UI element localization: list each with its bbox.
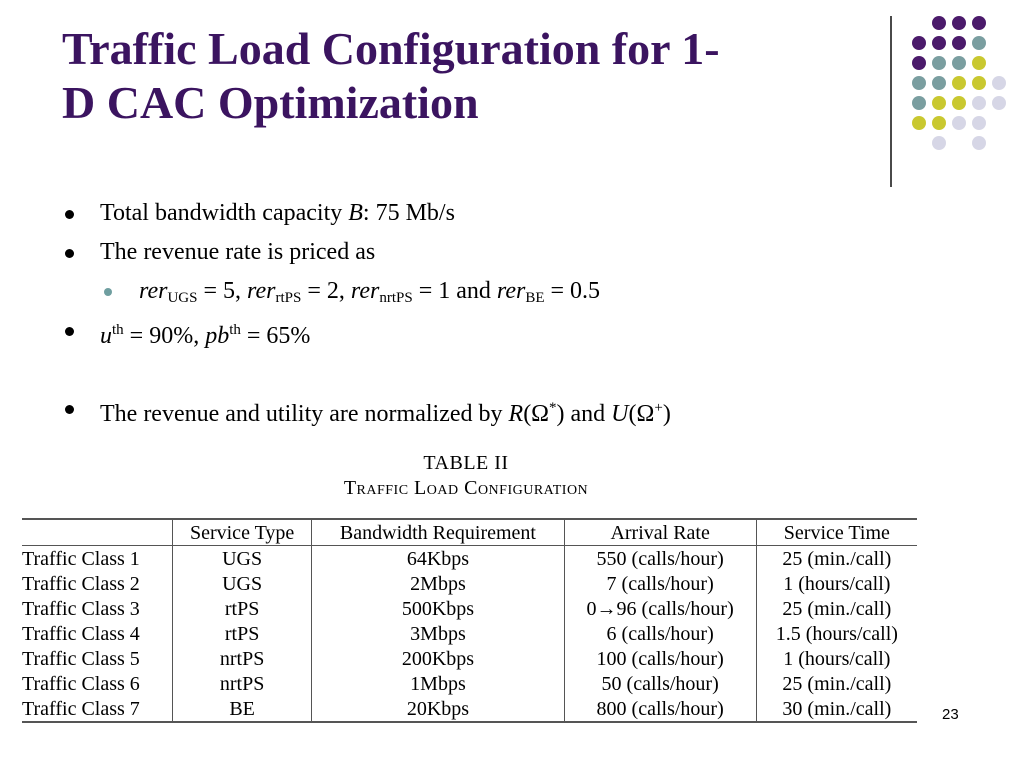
title-divider-line <box>890 16 892 187</box>
decorative-dot <box>972 96 986 110</box>
table-header-row <box>22 519 917 546</box>
decorative-dot <box>972 76 986 90</box>
math-superscript: + <box>654 400 663 416</box>
table-cell: 100 (calls/hour) <box>564 646 756 671</box>
table-cell: 20Kbps <box>312 696 564 722</box>
table-cell: 2Mbps <box>312 571 564 596</box>
table-cell: Traffic Class 6 <box>22 672 140 695</box>
table-cell: 550 (calls/hour) <box>564 546 756 572</box>
math-var: rer <box>350 278 380 304</box>
table-row <box>22 621 917 646</box>
decorative-dot <box>952 96 966 110</box>
table-cell: 0→96 (calls/hour) <box>564 596 756 621</box>
slide-title-line2: D CAC Optimization <box>62 77 479 128</box>
sub-bullet-rer-values <box>139 277 600 312</box>
math-var: rer <box>247 278 276 304</box>
table-row <box>22 646 917 671</box>
table-cell: 800 (calls/hour) <box>564 696 756 722</box>
math-text: = 5, <box>197 278 248 304</box>
math-subscript: UGS <box>167 290 198 306</box>
decorative-dot <box>992 76 1006 90</box>
bullet-marker <box>65 327 74 336</box>
bullet-text: The revenue and utility are normalized by <box>100 401 509 427</box>
table-cell: nrtPS <box>172 671 311 696</box>
table-cell: 1 (hours/call) <box>756 646 917 671</box>
slide-title <box>62 22 862 130</box>
table-row <box>22 596 917 621</box>
table-caption-title: Traffic Load Configuration <box>343 477 589 499</box>
bullet-normalization <box>100 394 671 428</box>
decorative-dot <box>932 76 946 90</box>
bullet-thresholds <box>100 316 310 350</box>
bullet-variable: B <box>348 200 363 226</box>
decorative-dot <box>972 116 986 130</box>
decorative-dot <box>972 16 986 30</box>
decorative-dot <box>972 136 986 150</box>
math-subscript: rtPS <box>275 290 302 306</box>
table-cell: 25 (min./call) <box>756 596 917 621</box>
table-cell: 30 (min./call) <box>756 696 917 722</box>
table-cell: 25 (min./call) <box>756 546 917 572</box>
bullet-revenue-rate <box>100 238 375 266</box>
table-cell: 200Kbps <box>312 646 564 671</box>
math-text: = 0.5 <box>544 278 601 304</box>
table-row <box>22 696 917 722</box>
slide-title-line1: Traffic Load Configuration for 1- <box>62 23 720 74</box>
decorative-dot <box>952 76 966 90</box>
page-number: 23 <box>942 706 959 723</box>
decorative-dot <box>932 16 946 30</box>
math-text: = 65% <box>240 323 311 349</box>
decorative-dot <box>952 116 966 130</box>
table-header-cell: Arrival Rate <box>564 519 756 546</box>
decorative-dot <box>932 136 946 150</box>
decorative-dot <box>932 116 946 130</box>
table-header-cell: Bandwidth Requirement <box>312 519 564 546</box>
math-superscript: th <box>229 322 241 338</box>
decorative-dot <box>912 76 926 90</box>
table-cell: 50 (calls/hour) <box>564 671 756 696</box>
table-cell: 64Kbps <box>312 546 564 572</box>
table-cell: Traffic Class 4 <box>22 622 140 645</box>
bullet-text: : 75 Mb/s <box>362 200 455 226</box>
table-cell: 1 (hours/call) <box>756 571 917 596</box>
decorative-dot <box>952 56 966 70</box>
decorative-dot <box>912 116 926 130</box>
math-subscript: BE <box>525 290 545 306</box>
table-cell: 1.5 (hours/call) <box>756 621 917 646</box>
math-superscript: th <box>112 322 124 338</box>
math-var: U <box>611 401 629 427</box>
math-text: (Ω <box>523 401 550 427</box>
sub-bullet-marker <box>104 288 112 296</box>
table-cell: Traffic Class 2 <box>22 572 140 595</box>
decorative-dot <box>972 56 986 70</box>
table-cell: Traffic Class 7 <box>22 697 140 720</box>
math-subscript: nrtPS <box>379 290 413 306</box>
math-text: ) <box>662 401 671 427</box>
table-cell: UGS <box>172 546 311 572</box>
math-text: (Ω <box>628 401 655 427</box>
table-cell: rtPS <box>172 621 311 646</box>
table-cell: Traffic Class 1 <box>22 547 140 570</box>
decorative-dot <box>912 96 926 110</box>
decorative-dot <box>952 36 966 50</box>
decorative-dot <box>932 96 946 110</box>
math-text: ) <box>556 401 565 427</box>
math-text: = 2, <box>301 278 351 304</box>
math-superscript: * <box>549 400 557 416</box>
table-row <box>22 671 917 696</box>
table-cell: 25 (min./call) <box>756 671 917 696</box>
table-cell: nrtPS <box>172 646 311 671</box>
bullet-marker <box>65 210 74 219</box>
table-row <box>22 546 917 572</box>
bullet-marker <box>65 405 74 414</box>
math-var: R <box>508 401 524 427</box>
table-cell: rtPS <box>172 596 311 621</box>
table-header-cell <box>22 519 172 546</box>
decorative-dot <box>972 36 986 50</box>
decorative-dot <box>932 56 946 70</box>
table-caption-number: TABLE II <box>423 452 509 474</box>
math-text: = 90%, <box>123 323 206 349</box>
table-cell: 1Mbps <box>312 671 564 696</box>
bullet-bandwidth <box>100 199 455 227</box>
decorative-dot <box>912 56 926 70</box>
math-text: and <box>564 401 612 427</box>
decorative-dot <box>932 36 946 50</box>
traffic-load-table <box>22 518 917 723</box>
math-var: u <box>100 323 112 349</box>
math-text: = 1 and <box>412 278 497 304</box>
table-cell: 500Kbps <box>312 596 564 621</box>
decorative-dot <box>952 16 966 30</box>
table-header-cell: Service Type <box>172 519 311 546</box>
decorative-dot <box>912 36 926 50</box>
table-cell: 6 (calls/hour) <box>564 621 756 646</box>
math-var: rer <box>139 278 168 304</box>
table-cell: 7 (calls/hour) <box>564 571 756 596</box>
table-header-cell: Service Time <box>756 519 917 546</box>
table-cell: Traffic Class 3 <box>22 597 140 620</box>
math-var: rer <box>496 278 526 304</box>
decorative-dot <box>992 96 1006 110</box>
table-row <box>22 571 917 596</box>
math-var: pb <box>205 323 230 349</box>
table-cell: BE <box>172 696 311 722</box>
table-cell: UGS <box>172 571 311 596</box>
table-cell: Traffic Class 5 <box>22 647 140 670</box>
bullet-text: The revenue rate is priced as <box>100 239 376 265</box>
bullet-text: Total bandwidth capacity <box>100 200 349 226</box>
bullet-marker <box>65 249 74 258</box>
table-cell: 3Mbps <box>312 621 564 646</box>
